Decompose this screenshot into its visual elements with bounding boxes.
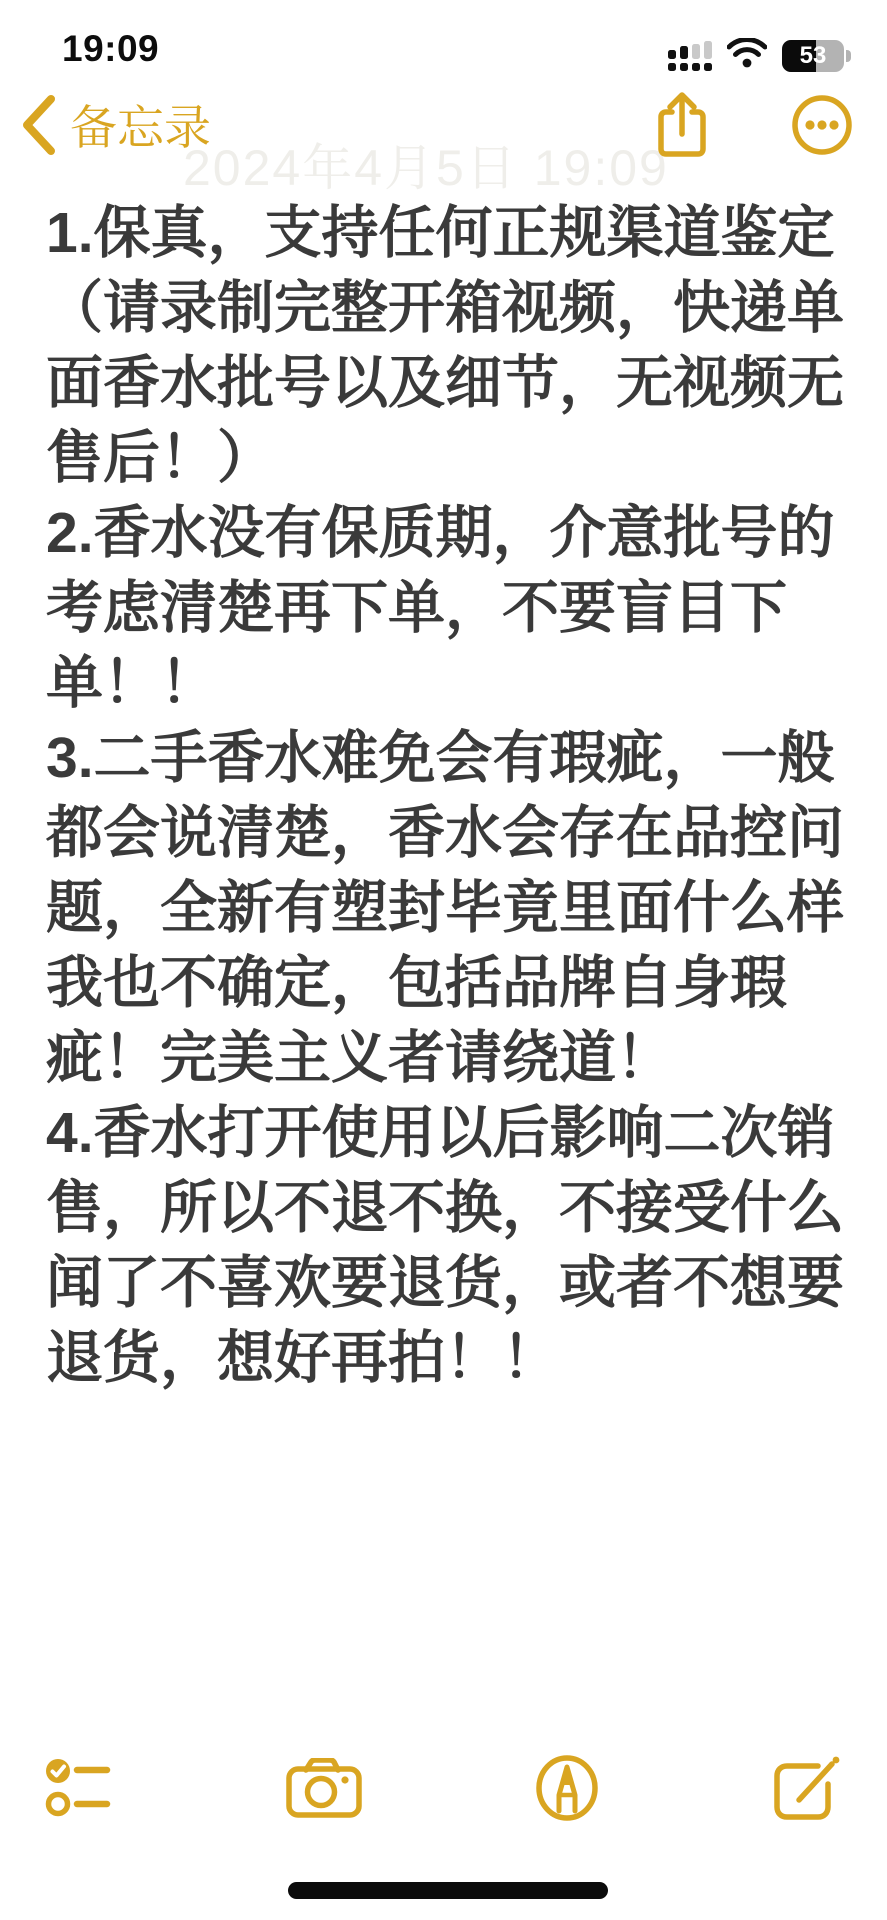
- back-button[interactable]: [20, 94, 211, 161]
- camera-icon[interactable]: [286, 1758, 362, 1818]
- bottom-toolbar: [45, 1748, 842, 1828]
- checklist-icon[interactable]: [45, 1757, 113, 1819]
- status-time: 19:09: [62, 28, 160, 69]
- note-line: 考虑清楚再下单，不要盲目下: [46, 576, 787, 640]
- back-label: 备忘录: [70, 100, 211, 154]
- note-line: 我也不确定，包括品牌自身瑕: [46, 951, 787, 1015]
- note-line: 2.香水没有保质期，介意批号的: [46, 501, 835, 565]
- note-line: 3.二手香水难免会有瑕疵，一般: [46, 726, 835, 790]
- markup-icon[interactable]: [535, 1755, 599, 1821]
- note-line: 退货，想好再拍！！: [46, 1326, 559, 1390]
- home-indicator[interactable]: [288, 1882, 608, 1899]
- note-line: 4.香水打开使用以后影响二次销: [46, 1101, 835, 1165]
- note-line: 题，全新有塑封毕竟里面什么样: [46, 876, 844, 940]
- status-bar-right: [668, 38, 851, 73]
- back-chevron-icon: [20, 94, 56, 161]
- nav-bar: [0, 90, 887, 180]
- note-line: 售，所以不退不换，不接受什么: [46, 1176, 844, 1240]
- note-date: 2024年4月5日 19:09: [183, 140, 669, 196]
- battery-percent: 53: [799, 41, 827, 69]
- note-line: 单！！: [46, 651, 217, 715]
- cellular-dual-sim-icon: [668, 41, 712, 71]
- share-icon[interactable]: [655, 90, 709, 160]
- note-line: 面香水批号以及细节，无视频无: [46, 351, 844, 415]
- note-body[interactable]: [46, 196, 857, 1396]
- compose-icon[interactable]: [772, 1754, 842, 1822]
- more-icon[interactable]: [791, 94, 853, 156]
- note-line: 售后！）: [46, 426, 274, 490]
- battery-icon: [782, 40, 851, 72]
- nav-actions: [655, 90, 853, 160]
- note-line: 都会说清楚，香水会存在品控问: [46, 801, 844, 865]
- note-line: 疵！完美主义者请绕道！: [46, 1026, 673, 1090]
- note-line: 闻了不喜欢要退货，或者不想要: [46, 1251, 844, 1315]
- note-line: 1.保真，支持任何正规渠道鉴定: [46, 201, 835, 265]
- status-bar: [0, 0, 887, 90]
- note-line: （请录制完整开箱视频，快递单: [46, 276, 844, 340]
- wifi-icon: [727, 38, 767, 73]
